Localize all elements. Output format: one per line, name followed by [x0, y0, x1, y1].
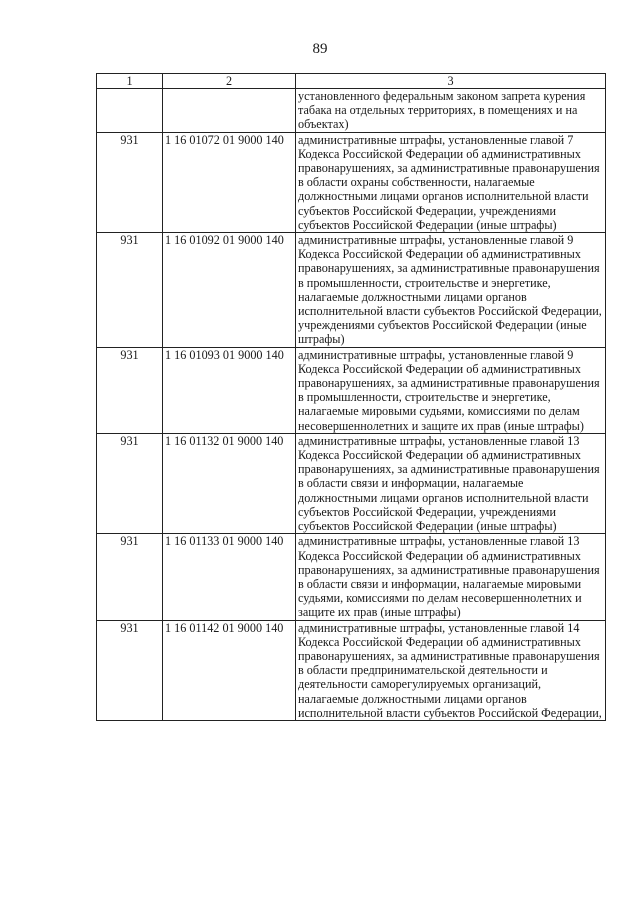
column-number-3: 3	[296, 74, 606, 89]
admin-code-cell: 931	[97, 132, 163, 232]
table-row	[97, 233, 606, 348]
admin-code-cell	[97, 89, 163, 133]
kbk-code-cell: 1 16 01132 01 9000 140	[163, 433, 296, 533]
description-cell: административные штрафы, установленные главой 13 Кодекса Российской Федерации об административных правонарушениях, за административные правонарушения в области связи и информации, налагаемые мировыми судьями, комиссиями по делам несовершеннолетних и защите их прав (иные штрафы)	[296, 534, 606, 620]
continuation-row	[97, 89, 606, 133]
admin-code-cell: 931	[97, 534, 163, 620]
admin-code-cell: 931	[97, 433, 163, 533]
admin-code-cell: 931	[97, 620, 163, 720]
description-cell: административные штрафы, установленные главой 7 Кодекса Российской Федерации об административных правонарушениях, за административные правонарушения в области охраны собственности, налагаемые должностными лицами органов исполнительной власти субъектов Российской Федерации, учреждениями субъектов Российской Федерации (иные штрафы)	[296, 132, 606, 232]
admin-code-cell: 931	[97, 233, 163, 348]
kbk-code-cell	[163, 89, 296, 133]
kbk-code-cell: 1 16 01092 01 9000 140	[163, 233, 296, 348]
kbk-code-cell: 1 16 01072 01 9000 140	[163, 132, 296, 232]
description-cell: административные штрафы, установленные главой 13 Кодекса Российской Федерации об административных правонарушениях, за административные правонарушения в области связи и информации, налагаемые должностными лицами органов исполнительной власти субъектов Российской Федерации, учреждениями субъектов Российской Федерации (иные штрафы)	[296, 433, 606, 533]
table-row	[97, 347, 606, 433]
column-number-2: 2	[163, 74, 296, 89]
budget-codes-table	[96, 73, 606, 721]
description-cell: административные штрафы, установленные главой 9 Кодекса Российской Федерации об административных правонарушениях, за административные правонарушения в промышленности, строительстве и энергетике, налагаемые должностными лицами органов исполнительной власти субъектов Российской Федерации, учреждениями субъектов Российской Федерации (иные штрафы)	[296, 233, 606, 348]
table-row	[97, 534, 606, 620]
table-row	[97, 433, 606, 533]
table-row	[97, 132, 606, 232]
kbk-code-cell: 1 16 01093 01 9000 140	[163, 347, 296, 433]
page-number: 89	[312, 41, 328, 57]
column-number-1: 1	[97, 74, 163, 89]
description-cell: административные штрафы, установленные главой 9 Кодекса Российской Федерации об административных правонарушениях, за административные правонарушения в промышленности, строительстве и энергетике, налагаемые мировыми судьями, комиссиями по делам несовершеннолетних и защите их прав (иные штрафы)	[296, 347, 606, 433]
kbk-code-cell: 1 16 01133 01 9000 140	[163, 534, 296, 620]
kbk-code-cell: 1 16 01142 01 9000 140	[163, 620, 296, 720]
table-row	[97, 620, 606, 720]
column-number-row	[97, 74, 606, 89]
description-cell: установленного федеральным законом запрета курения табака на отдельных территориях, в помещениях и на объектах)	[296, 89, 606, 133]
admin-code-cell: 931	[97, 347, 163, 433]
description-cell: административные штрафы, установленные главой 14 Кодекса Российской Федерации об административных правонарушениях, за административные правонарушения в области предпринимательской деятельности и деятельности саморегулируемых организаций, налагаемые должностными лицами органов исполнительной власти субъектов Российской Федерации,	[296, 620, 606, 720]
